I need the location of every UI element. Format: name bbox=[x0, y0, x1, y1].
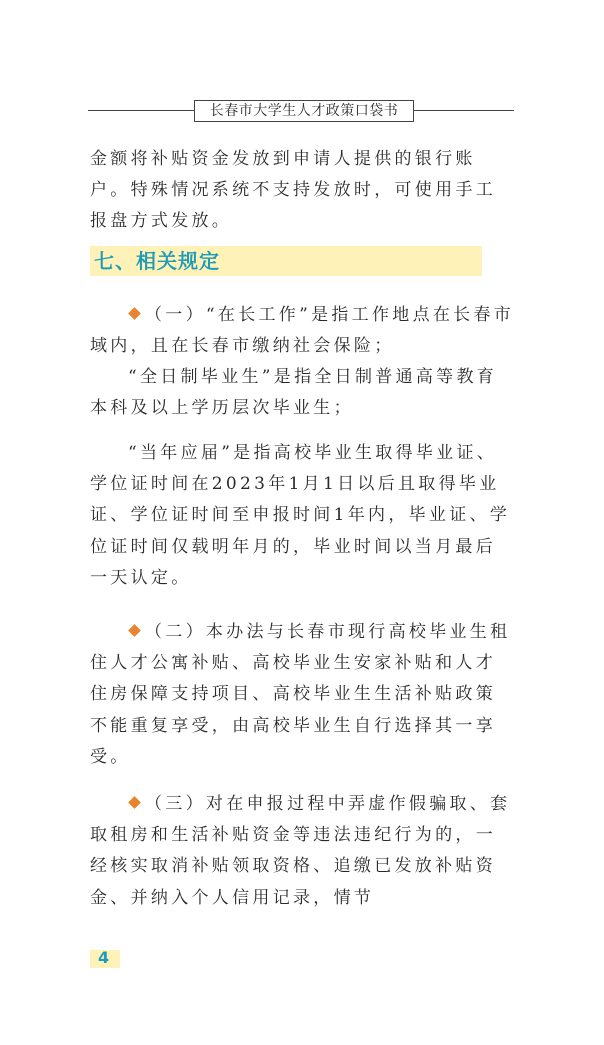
diamond-bullet-icon bbox=[128, 307, 141, 320]
section-title: 七、相关规定 bbox=[94, 249, 220, 273]
diamond-bullet-icon bbox=[128, 796, 141, 809]
rule-paragraph-1 bbox=[90, 300, 516, 362]
rule-paragraph-2: “全日制毕业生”是指全日制普通高等教育本科及以上学历层次毕业生； bbox=[90, 367, 498, 419]
header-title: 长春市大学生人才政策口袋书 bbox=[194, 100, 414, 122]
rule-paragraph-1-text: （一）“在长工作”是指工作地点在长春市域内，且在长春市缴纳社会保险； bbox=[90, 305, 515, 357]
header-rule-right bbox=[414, 110, 514, 111]
rule-paragraph-3: “当年应届”是指高校毕业生取得毕业证、学位证时间在2023年1月1日以后且取得毕业证、学位证时间至申报时间1年内，毕业证、学位证时间仅载明年月的，毕业时间以当月最后一天认定。 bbox=[90, 443, 511, 588]
page-number: 4 bbox=[98, 948, 110, 967]
intro-paragraph: 金额将补贴资金发放到申请人提供的银行账户。特殊情况系统不支持发放时，可使用手工报盘方式发放。 bbox=[90, 149, 496, 232]
rule-paragraph-4-text: （二）本办法与长春市现行高校毕业生租住人才公寓补贴、高校毕业生安家补贴和人才住房保障支持项目、高校毕业生生活补贴政策不能重复享受，由高校毕业生自行选择其一享受。 bbox=[90, 622, 511, 767]
rule-paragraph-5 bbox=[90, 789, 516, 914]
diamond-bullet-icon bbox=[128, 624, 141, 637]
header-rule-left bbox=[88, 110, 194, 111]
rule-paragraph-5-text: （三）对在申报过程中弄虚作假骗取、套取租房和生活补贴资金等违法违纪行为的，一经核实取消补贴领取资格、追缴已发放补贴资金、并纳入个人信用记录，情节 bbox=[90, 794, 511, 908]
rule-paragraph-4 bbox=[90, 617, 516, 773]
